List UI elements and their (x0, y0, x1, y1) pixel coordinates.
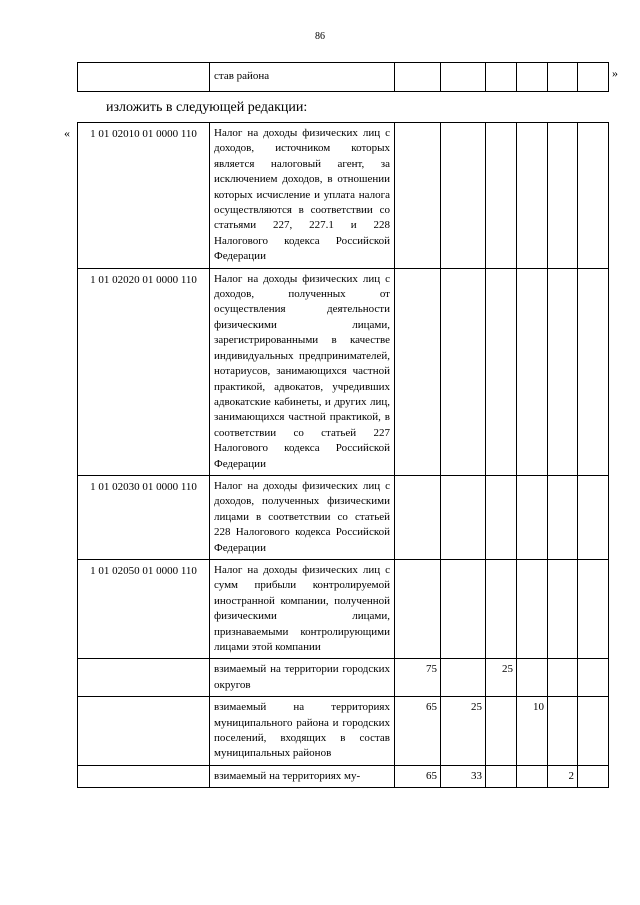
value-cell: 25 (441, 697, 486, 766)
value-cell (486, 697, 517, 766)
value-cell (578, 697, 609, 766)
value-cell (486, 123, 517, 269)
value-cell (517, 268, 548, 475)
value-cell (486, 765, 517, 787)
value-cell: 25 (486, 659, 517, 697)
opening-quote: « (64, 126, 70, 140)
previous-table-fragment (77, 62, 609, 92)
value-cell (395, 559, 441, 658)
value-cell: 65 (395, 765, 441, 787)
table-row (78, 63, 609, 92)
value-cell: 33 (441, 765, 486, 787)
value-cell (578, 659, 609, 697)
value-cell (395, 123, 441, 269)
value-cell (486, 268, 517, 475)
value-cell (548, 659, 578, 697)
code-cell: 1 01 02020 01 0000 110 (78, 268, 210, 475)
value-cell (548, 559, 578, 658)
code-cell (78, 659, 210, 697)
page-number: 86 (315, 31, 325, 42)
code-cell: 1 01 02050 01 0000 110 (78, 559, 210, 658)
name-cell: Налог на доходы физических лиц с доходов, источником которых является налоговый агент, за исключением доходов, в отношении которых исчисление и уплата налога осуществляются в соответствии со статьями 227, 227.1 и 228 Налогового кодекса Российской Федерации (210, 123, 395, 269)
code-cell (78, 63, 210, 92)
name-cell: взимаемый на территориях муниципального района и городских поселений, входящих в состав муниципальных районов (210, 697, 395, 766)
table-row (78, 659, 609, 697)
value-cell (441, 559, 486, 658)
code-cell: 1 01 02030 01 0000 110 (78, 475, 210, 559)
value-cell (395, 268, 441, 475)
name-cell: Налог на доходы физических лиц с сумм прибыли контролируемой иностранной компании, полученной физическими лицами, признаваемыми контролирующими лицами этой компании (210, 559, 395, 658)
value-cell (578, 765, 609, 787)
value-cell (517, 123, 548, 269)
table-row (78, 765, 609, 787)
value-cell (441, 123, 486, 269)
value-cell (517, 659, 548, 697)
value-cell (578, 475, 609, 559)
value-cell (395, 475, 441, 559)
table-row (78, 123, 609, 269)
value-cell (578, 559, 609, 658)
value-cell (578, 268, 609, 475)
value-cell: 10 (517, 697, 548, 766)
name-cell: став района (210, 63, 395, 92)
value-cell: 2 (548, 765, 578, 787)
value-cell (548, 697, 578, 766)
table-row (78, 559, 609, 658)
value-cell (578, 123, 609, 269)
value-cell (441, 475, 486, 559)
name-cell: взимаемый на территории городских округов (210, 659, 395, 697)
value-cell (517, 559, 548, 658)
value-cell (486, 475, 517, 559)
table-row (78, 475, 609, 559)
table-row (78, 697, 609, 766)
table-row (78, 268, 609, 475)
value-cell (517, 475, 548, 559)
intro-text: изложить в следующей редакции: (106, 100, 308, 115)
name-cell: Налог на доходы физических лиц с доходов, полученных от осуществления деятельности физическими лицами, зарегистрированными в качестве индивидуальных предпринимателей, нотариусов, занимающихся частной практикой, адвокатов, учредивших адвокатские кабинеты, и других лиц, занимающихся частной практикой, в соответствии со статьей 227 Налогового кодекса Российской Федерации (210, 268, 395, 475)
code-cell (78, 697, 210, 766)
value-cell (441, 268, 486, 475)
value-cell (441, 659, 486, 697)
value-cell: 75 (395, 659, 441, 697)
name-cell: взимаемый на территориях му- (210, 765, 395, 787)
value-cell (486, 559, 517, 658)
revenue-table (77, 122, 609, 788)
name-cell: Налог на доходы физических лиц с доходов, полученных физическими лицами в соответствии со статьей 228 Налогового кодекса Российской Федерации (210, 475, 395, 559)
value-cell (517, 765, 548, 787)
code-cell (78, 765, 210, 787)
value-cell (548, 268, 578, 475)
closing-quote: » (612, 66, 618, 80)
code-cell: 1 01 02010 01 0000 110 (78, 123, 210, 269)
value-cell (548, 123, 578, 269)
value-cell: 65 (395, 697, 441, 766)
value-cell (548, 475, 578, 559)
